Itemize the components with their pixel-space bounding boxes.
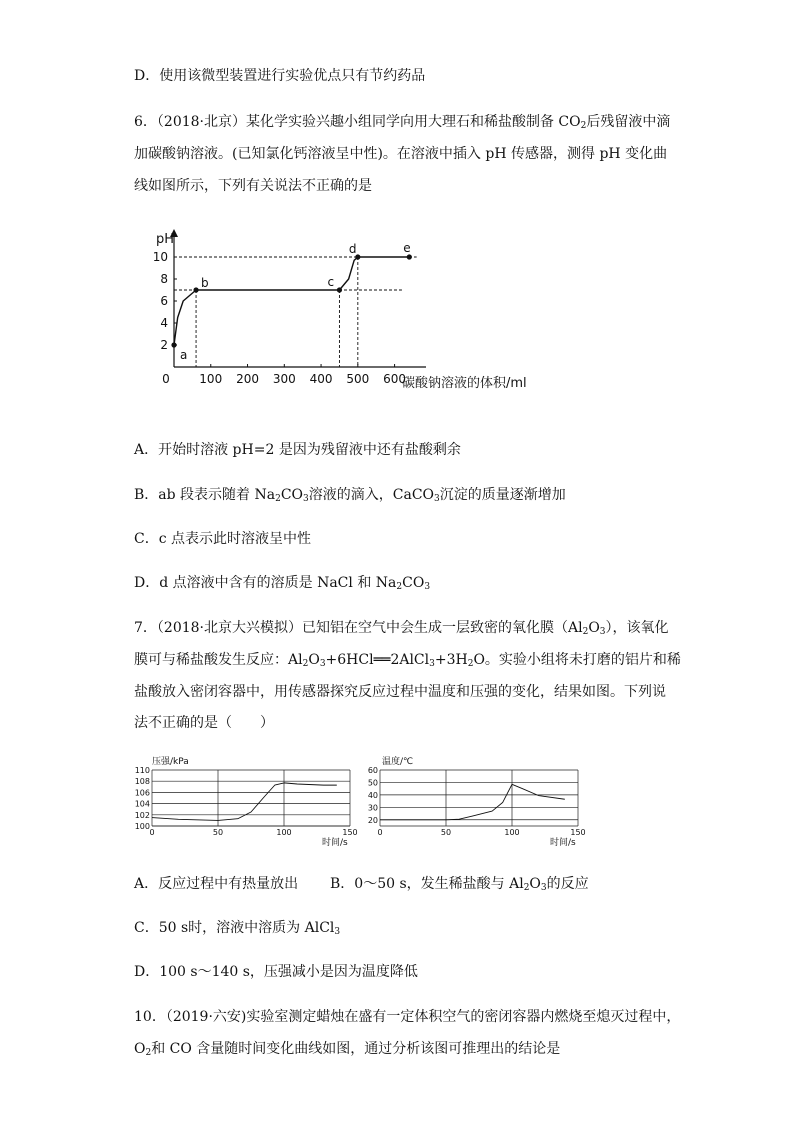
pr-y-tick-label: 104 <box>134 799 150 809</box>
ph-axes <box>170 229 426 367</box>
ph-xlabel: 碳酸钠溶液的体积/ml <box>402 376 527 391</box>
pr-y-tick-label: 102 <box>134 810 150 820</box>
ph-point-label-e: e <box>403 241 411 255</box>
tp-y-tick-label: 40 <box>367 790 378 800</box>
tp-x-tick-label: 150 <box>570 828 586 837</box>
ph-point-a <box>171 342 176 347</box>
q6-option-a: A．开始时溶液 pH=2 是因为残留液中还有盐酸剩余 <box>134 442 461 458</box>
tp-x-tick-label: 0 <box>377 828 383 837</box>
pr-x-tick-label: 0 <box>149 828 155 837</box>
ph-x-tick-label: 100 <box>199 372 223 386</box>
ph-x-tick-label: 0 <box>162 372 170 386</box>
ph-series-line <box>174 257 409 345</box>
ph-point-label-b: b <box>201 276 209 290</box>
ph-y-tick-label: 2 <box>160 338 168 352</box>
ph-ticks <box>153 250 406 386</box>
ph-x-tick-label: 400 <box>309 372 333 386</box>
q7-option-c: C．50 s时，溶液中溶质为 AlCl$_3$ <box>134 920 341 937</box>
pr-y-tick-label: 106 <box>134 788 150 798</box>
temperature-chart <box>360 752 590 848</box>
ph-points <box>171 241 411 362</box>
tp-y-tick-label: 50 <box>367 778 378 788</box>
ph-y-tick-label: 4 <box>160 316 168 330</box>
q7-stem-line-2: 膜可与稀盐酸发生反应：$Al_2O_3+6HCl══2AlCl_3+3H_2O$。实验小组将未打磨的铝片和稀 <box>134 652 681 669</box>
tp-x-tick-label: 100 <box>504 828 520 837</box>
ph-point-label-c: c <box>327 275 335 289</box>
q6-stem-line-1: 6．（2018·北京）某化学实验兴趣小组同学向用大理石和稀盐酸制备 $CO_2$后残留液中滴 <box>134 114 671 131</box>
ph-point-label-a: a <box>180 348 188 362</box>
temperature-xlabel: 时间/s <box>550 838 576 848</box>
q6-stem-line-3: 线如图所示，下列有关说法不正确的是 <box>134 178 372 194</box>
pr-x-tick-label: 150 <box>342 828 358 837</box>
pressure-chart <box>132 752 362 848</box>
q7-stem-line-1: 7．（2018·北京大兴模拟）已知铝在空气中会生成一层致密的氧化膜$(Al_2O_3)$，该氧化 <box>134 620 669 637</box>
ph-point-label-d: d <box>348 242 357 256</box>
ph-y-tick-label: 8 <box>160 272 168 286</box>
q10-stem-line-1: 10．（2019·六安)实验室测定蜡烛在盛有一定体积空气的密闭容器内燃烧至熄灭过程中， <box>134 1009 681 1025</box>
tp-x-tick-label: 50 <box>440 828 452 837</box>
ph-point-b <box>193 287 198 292</box>
q6-stem-line-2: 加碳酸钠溶液。(已知氯化钙溶液呈中性)。在溶液中插入 pH 传感器，测得 pH 变化曲 <box>134 146 668 162</box>
tp-y-tick-label: 20 <box>367 815 378 825</box>
ph-point-e <box>407 254 412 259</box>
ph-y-tick-label: 6 <box>160 294 168 308</box>
q5-option-d: D．使用该微型装置进行实验优点只有节约药品 <box>134 68 426 84</box>
ph-x-tick-label: 300 <box>272 372 296 386</box>
tp-y-tick-label: 60 <box>367 766 378 775</box>
pressure-grid <box>152 770 350 826</box>
temperature-grid <box>380 770 578 826</box>
ph-chart <box>150 223 550 403</box>
q7-stem-line-4: 法不正确的是（ ） <box>134 715 274 731</box>
pr-y-tick-label: 110 <box>134 766 150 775</box>
ph-x-tick-label: 500 <box>346 372 370 386</box>
temperature-series <box>380 784 565 819</box>
ph-series <box>174 257 409 345</box>
ph-grid <box>174 257 417 367</box>
ph-point-c <box>337 287 342 292</box>
q7-option-b: B．0～50 s，发生稀盐酸与 $Al_2O_3$的反应 <box>330 876 589 893</box>
q7-option-a: A．反应过程中有热量放出 <box>134 876 299 892</box>
q6-option-d: D．d 点溶液中含有的溶质是 NaCl 和 $Na_2CO_3$ <box>134 575 431 592</box>
pr-x-tick-label: 100 <box>276 828 292 837</box>
q7-stem-line-3: 盐酸放入密闭容器中，用传感器探究反应过程中温度和压强的变化，结果如图。下列说 <box>134 684 666 700</box>
pressure-xlabel: 时间/s <box>322 838 348 848</box>
ph-x-tick-label: 200 <box>236 372 259 386</box>
temperature-ylabel: 温度/℃ <box>382 757 414 767</box>
pr-y-tick-label: 100 <box>134 822 150 831</box>
q6-option-c: C．c 点表示此时溶液呈中性 <box>134 531 312 547</box>
pr-x-tick-label: 50 <box>212 828 224 837</box>
pressure-ylabel: 压强/kPa <box>152 757 189 767</box>
ph-y-tick-label: 10 <box>152 250 168 264</box>
tp-y-tick-label: 30 <box>367 803 378 813</box>
q7-option-d: D．100 s～140 s，压强减小是因为温度降低 <box>134 964 418 980</box>
q6-option-b: B．ab 段表示随着 $Na_2CO_3$溶液的滴入，CaCO$_3$沉淀的质量逐渐增加 <box>134 487 566 504</box>
q10-stem-line-2: $O_2$和 CO 含量随时间变化曲线如图，通过分析该图可推理出的结论是 <box>134 1041 561 1058</box>
tp-series-line <box>380 784 565 819</box>
ph-x-tick-label: 600 <box>383 372 407 386</box>
ph-ylabel: pH <box>156 232 175 247</box>
pr-y-tick-label: 108 <box>134 777 150 787</box>
